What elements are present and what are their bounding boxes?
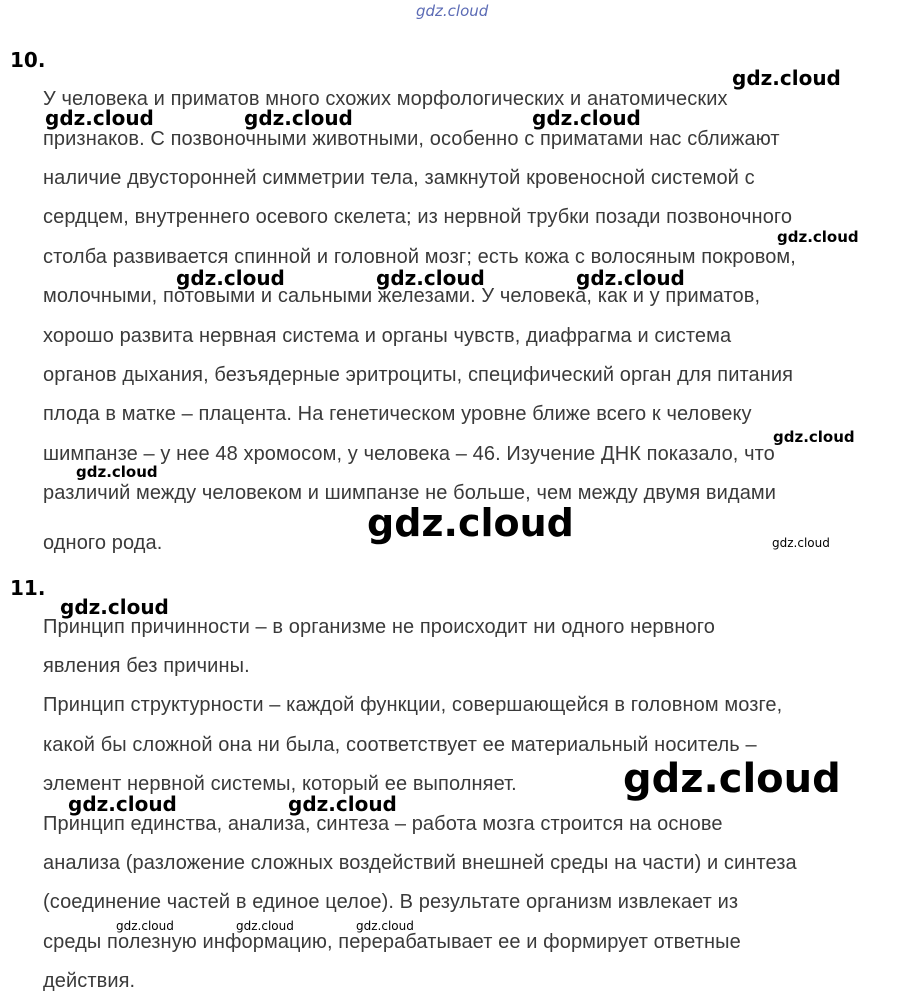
watermark: gdz.cloud xyxy=(244,106,353,130)
task10-line-11: различий между человеком и шимпанзе не больше, чем между двумя видами xyxy=(43,482,777,504)
task11-line-6: Принцип единства, анализа, синтеза – работа мозга строится на основе xyxy=(43,813,723,835)
watermark: gdz.cloud xyxy=(356,919,414,933)
watermark: gdz.cloud xyxy=(376,266,485,290)
task11-line-1: Принцип причинности – в организме не происходит ни одного нервного xyxy=(43,616,715,638)
task10-line-7: хорошо развита нервная система и органы чувств, диафрагма и система xyxy=(43,325,732,347)
watermark: gdz.cloud xyxy=(176,266,285,290)
watermark: gdz.cloud xyxy=(777,228,859,246)
task10-line-4: сердцем, внутреннего осевого скелета; из нервной трубки позади позвоночного xyxy=(43,206,793,228)
watermark: gdz.cloud xyxy=(532,106,641,130)
watermark: gdz.cloud xyxy=(576,266,685,290)
watermark: gdz.cloud xyxy=(60,595,169,619)
watermark: gdz.cloud xyxy=(773,428,855,446)
task10-line-3: наличие двусторонней симметрии тела, замкнутой кровеносной системой с xyxy=(43,167,755,189)
task11-line-7: анализа (разложение сложных воздействий внешней среды на части) и синтеза xyxy=(43,852,797,874)
task10-line-6: молочными, потовыми и сальными железами. У человека, как и у приматов, xyxy=(43,285,761,307)
task11-line-3: Принцип структурности – каждой функции, совершающейся в головном мозге, xyxy=(43,694,783,716)
task-number-10: 10. xyxy=(10,48,46,72)
watermark: gdz.cloud xyxy=(236,919,294,933)
watermark: gdz.cloud xyxy=(367,501,574,545)
task10-line-10: шимпанзе – у нее 48 хромосом, у человека – 46. Изучение ДНК показало, что xyxy=(43,443,775,465)
task11-line-8: (соединение частей в единое целое). В результате организм извлекает из xyxy=(43,891,739,913)
task11-line-4: какой бы сложной она ни была, соответствует ее материальный носитель – xyxy=(43,734,757,756)
task10-line-8: органов дыхания, безъядерные эритроциты, специфический орган для питания xyxy=(43,364,794,386)
watermark-top: gdz.cloud xyxy=(416,2,489,20)
watermark: gdz.cloud xyxy=(116,919,174,933)
task10-line-1: У человека и приматов много схожих морфологических и анатомических xyxy=(43,88,728,110)
watermark: gdz.cloud xyxy=(772,536,830,550)
task-number-11: 11. xyxy=(10,576,46,600)
watermark: gdz.cloud xyxy=(68,792,177,816)
task10-line-5: столба развивается спинной и головной мозг; есть кожа с волосяным покровом, xyxy=(43,246,796,268)
task10-line-2: признаков. С позвоночными животными, особенно с приматами нас сближают xyxy=(43,128,780,150)
watermark: gdz.cloud xyxy=(76,463,158,481)
watermark: gdz.cloud xyxy=(288,792,397,816)
task10-line-9: плода в матке – плацента. На генетическом уровне ближе всего к человеку xyxy=(43,403,752,425)
watermark: gdz.cloud xyxy=(732,66,841,90)
task11-line-9: среды полезную информацию, перерабатывает ее и формирует ответные xyxy=(43,931,741,953)
task11-line-2: явления без причины. xyxy=(43,655,250,677)
watermark: gdz.cloud xyxy=(623,756,841,802)
watermark: gdz.cloud xyxy=(45,106,154,130)
task10-line-12: одного рода. xyxy=(43,532,163,554)
task11-line-10: действия. xyxy=(43,970,136,992)
task11-line-5: элемент нервной системы, который ее выполняет. xyxy=(43,773,517,795)
